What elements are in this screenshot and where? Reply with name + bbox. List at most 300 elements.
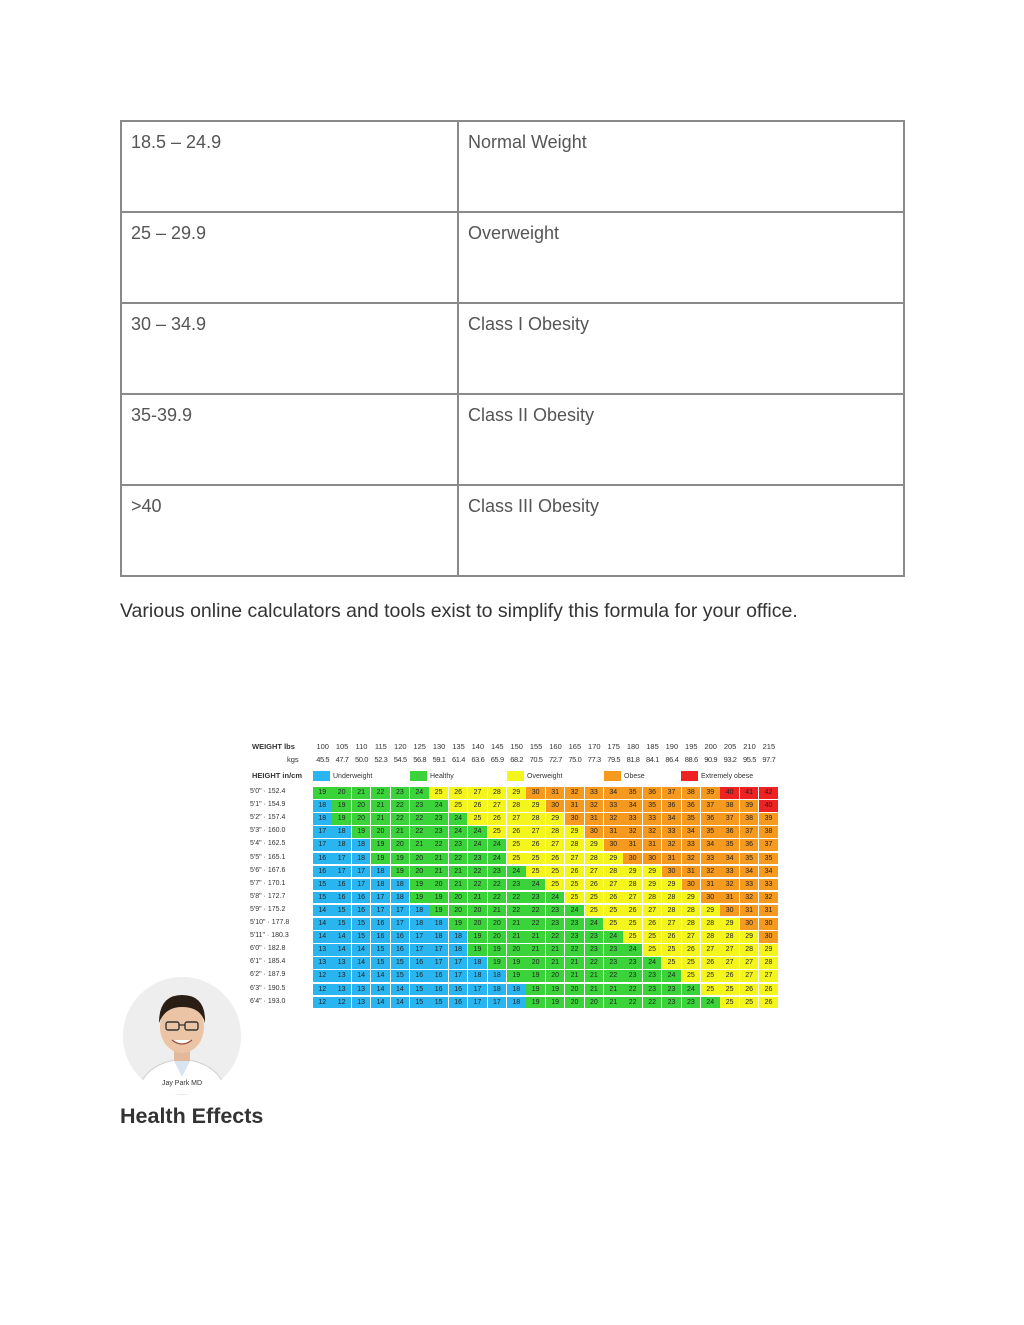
bmi-cell: 16 <box>391 944 410 956</box>
bmi-cell: 19 <box>391 866 410 878</box>
bmi-cell: 19 <box>332 813 351 825</box>
bmi-cell: 25 <box>546 879 565 891</box>
bmi-cell: 23 <box>585 931 604 943</box>
bmi-cell: 20 <box>565 984 584 996</box>
height-row-label: 6'3" · 190.5 <box>250 984 286 992</box>
bmi-category-cell: Class II Obesity <box>458 394 904 485</box>
bmi-cell: 14 <box>352 957 371 969</box>
bmi-cell: 21 <box>526 944 545 956</box>
bmi-cell: 23 <box>643 970 662 982</box>
height-row-label: 5'0" · 152.4 <box>250 788 286 795</box>
bmi-cell: 18 <box>313 813 332 825</box>
bmi-cell: 28 <box>720 931 739 943</box>
bmi-cell: 21 <box>468 892 487 904</box>
bmi-cell: 29 <box>759 944 778 956</box>
bmi-cell: 32 <box>740 892 759 904</box>
bmi-cell: 39 <box>759 813 778 825</box>
bmi-cell: 19 <box>526 997 545 1009</box>
bmi-cell: 31 <box>720 892 739 904</box>
bmi-cell: 29 <box>546 813 565 825</box>
bmi-cell: 20 <box>352 800 371 812</box>
bmi-cell: 19 <box>391 853 410 865</box>
bmi-cell: 32 <box>643 826 662 838</box>
bmi-cell: 25 <box>604 905 623 917</box>
bmi-cell: 24 <box>526 879 545 891</box>
bmi-cell: 21 <box>507 918 526 930</box>
bmi-cell: 20 <box>488 931 507 943</box>
bmi-cell: 29 <box>643 879 662 891</box>
bmi-cell: 22 <box>468 879 487 891</box>
bmi-cell: 26 <box>682 944 701 956</box>
height-row-label: 5'8" · 172.7 <box>250 892 286 900</box>
bmi-cell: 33 <box>585 787 604 799</box>
bmi-cell: 38 <box>682 787 701 799</box>
bmi-cell: 17 <box>313 826 332 838</box>
bmi-cell: 15 <box>332 905 351 917</box>
weight-lbs-label: 135 <box>452 742 465 751</box>
legend-swatch <box>507 771 524 781</box>
bmi-cell: 14 <box>371 997 390 1009</box>
bmi-cell: 26 <box>565 866 584 878</box>
bmi-cell: 22 <box>546 931 565 943</box>
bmi-cell: 18 <box>429 931 448 943</box>
bmi-cell: 19 <box>371 853 390 865</box>
bmi-cell: 23 <box>585 944 604 956</box>
bmi-cell: 22 <box>391 800 410 812</box>
bmi-cell: 16 <box>429 984 448 996</box>
bmi-cell: 34 <box>720 853 739 865</box>
bmi-cell: 25 <box>526 866 545 878</box>
bmi-cell: 18 <box>449 944 468 956</box>
bmi-cell: 28 <box>526 813 545 825</box>
bmi-cell: 33 <box>604 800 623 812</box>
bmi-cell: 23 <box>682 997 701 1009</box>
bmi-cell: 16 <box>410 957 429 969</box>
bmi-cell: 26 <box>585 879 604 891</box>
height-row-label: 5'4" · 162.5 <box>250 840 286 848</box>
bmi-cell: 23 <box>623 970 642 982</box>
height-row-label: 5'11" · 180.3 <box>250 932 289 940</box>
bmi-cell: 19 <box>352 826 371 838</box>
bmi-cell: 35 <box>701 826 720 838</box>
bmi-cell: 30 <box>546 800 565 812</box>
bmi-cell: 17 <box>410 944 429 956</box>
bmi-cell: 41 <box>740 787 759 799</box>
bmi-cell: 37 <box>701 800 720 812</box>
bmi-category-cell: Class I Obesity <box>458 303 904 394</box>
bmi-cell: 30 <box>740 918 759 930</box>
weight-kgs-label: 97.7 <box>762 755 776 764</box>
bmi-cell: 17 <box>313 839 332 851</box>
bmi-cell: 24 <box>585 918 604 930</box>
bmi-cell: 29 <box>701 905 720 917</box>
bmi-cell: 14 <box>352 970 371 982</box>
bmi-cell: 16 <box>332 879 351 891</box>
bmi-cell: 34 <box>740 866 759 878</box>
bmi-cell: 23 <box>565 931 584 943</box>
weight-kgs-label: 50.0 <box>354 755 368 764</box>
bmi-cell: 22 <box>507 905 526 917</box>
bmi-cell: 25 <box>682 970 701 982</box>
bmi-cell: 28 <box>565 839 584 851</box>
bmi-cell: 27 <box>643 905 662 917</box>
bmi-cell: 25 <box>682 957 701 969</box>
weight-lbs-label: 100 <box>316 742 329 751</box>
bmi-cell: 27 <box>662 918 681 930</box>
bmi-cell: 23 <box>429 813 448 825</box>
legend-swatch <box>410 771 427 781</box>
bmi-cell: 23 <box>488 866 507 878</box>
bmi-cell: 31 <box>565 800 584 812</box>
bmi-cell: 31 <box>701 879 720 891</box>
bmi-cell: 24 <box>565 905 584 917</box>
bmi-cell: 25 <box>740 997 759 1009</box>
bmi-cell: 17 <box>391 905 410 917</box>
bmi-cell: 19 <box>507 970 526 982</box>
bmi-cell: 30 <box>759 918 778 930</box>
bmi-cell: 21 <box>391 826 410 838</box>
weight-lbs-label: 105 <box>335 742 349 751</box>
weight-axis-label: WEIGHT lbs <box>252 742 295 751</box>
bmi-cell: 36 <box>662 800 681 812</box>
bmi-cell: 26 <box>740 984 759 996</box>
bmi-cell: 19 <box>449 918 468 930</box>
bmi-cell: 24 <box>410 787 429 799</box>
caption-text: Various online calculators and tools exist to simplify this formula for your office. <box>120 600 798 622</box>
bmi-cell: 28 <box>604 866 623 878</box>
kgs-axis-label: kgs <box>287 755 299 764</box>
bmi-cell: 15 <box>313 892 332 904</box>
bmi-cell: 27 <box>701 944 720 956</box>
height-row-label: 5'6" · 167.6 <box>250 866 286 874</box>
bmi-cell: 35 <box>759 853 778 865</box>
bmi-cell: 13 <box>313 957 332 969</box>
bmi-cell: 28 <box>507 800 526 812</box>
bmi-cell: 15 <box>410 984 429 996</box>
weight-kgs-label: 70.5 <box>529 755 543 764</box>
bmi-cell: 25 <box>720 984 739 996</box>
bmi-cell: 27 <box>623 892 642 904</box>
bmi-cell: 23 <box>429 826 448 838</box>
bmi-cell: 26 <box>468 800 487 812</box>
bmi-cell: 25 <box>468 813 487 825</box>
bmi-cell: 18 <box>468 957 487 969</box>
bmi-cell: 15 <box>332 918 351 930</box>
bmi-cell: 27 <box>682 931 701 943</box>
bmi-cell: 34 <box>662 813 681 825</box>
weight-kgs-label: 88.6 <box>684 755 698 764</box>
bmi-cell: 21 <box>507 931 526 943</box>
bmi-cell: 25 <box>449 800 468 812</box>
weight-kgs-label: 81.8 <box>626 755 640 764</box>
table-row <box>121 485 904 576</box>
bmi-cell: 21 <box>371 800 390 812</box>
bmi-cell: 23 <box>623 957 642 969</box>
bmi-cell: 35 <box>623 787 642 799</box>
bmi-cell: 25 <box>565 892 584 904</box>
bmi-cell: 18 <box>410 905 429 917</box>
bmi-cell: 23 <box>546 918 565 930</box>
bmi-cell: 32 <box>701 866 720 878</box>
bmi-cell: 27 <box>759 970 778 982</box>
bmi-cell: 20 <box>449 905 468 917</box>
bmi-cell: 32 <box>720 879 739 891</box>
bmi-cell: 16 <box>449 997 468 1009</box>
bmi-cell: 30 <box>759 931 778 943</box>
bmi-cell: 21 <box>429 866 448 878</box>
bmi-cell: 32 <box>604 813 623 825</box>
bmi-cell: 20 <box>546 970 565 982</box>
bmi-cell: 14 <box>371 970 390 982</box>
weight-lbs-label: 125 <box>413 742 426 751</box>
weight-lbs-label: 120 <box>394 742 407 751</box>
bmi-cell: 30 <box>662 866 681 878</box>
bmi-cell: 32 <box>585 800 604 812</box>
bmi-cell: 36 <box>682 800 701 812</box>
bmi-cell: 32 <box>662 839 681 851</box>
weight-lbs-label: 190 <box>665 742 679 751</box>
bmi-cell: 22 <box>604 970 623 982</box>
weight-lbs-label: 115 <box>374 742 387 751</box>
bmi-cell: 31 <box>604 826 623 838</box>
bmi-cell: 15 <box>313 879 332 891</box>
bmi-cell: 18 <box>468 970 487 982</box>
bmi-cell: 29 <box>643 866 662 878</box>
bmi-cell: 31 <box>546 787 565 799</box>
weight-kgs-label: 75.0 <box>568 755 582 764</box>
bmi-cell: 25 <box>643 944 662 956</box>
bmi-cell: 39 <box>701 787 720 799</box>
bmi-cell: 24 <box>488 853 507 865</box>
bmi-cell: 21 <box>585 984 604 996</box>
bmi-cell: 17 <box>488 997 507 1009</box>
bmi-cell: 39 <box>740 800 759 812</box>
bmi-cell: 18 <box>507 984 526 996</box>
bmi-cell: 29 <box>682 892 701 904</box>
bmi-cell: 17 <box>332 853 351 865</box>
bmi-cell: 16 <box>391 931 410 943</box>
bmi-cell: 18 <box>371 866 390 878</box>
bmi-cell: 31 <box>662 853 681 865</box>
bmi-cell: 23 <box>410 800 429 812</box>
bmi-cell: 42 <box>759 787 778 799</box>
bmi-cell: 12 <box>332 997 351 1009</box>
bmi-cell: 27 <box>740 970 759 982</box>
bmi-cell: 21 <box>371 813 390 825</box>
bmi-cell: 26 <box>488 813 507 825</box>
bmi-cell: 23 <box>565 918 584 930</box>
bmi-cell: 26 <box>759 997 778 1009</box>
bmi-range-cell: >40 <box>121 485 458 576</box>
bmi-cell: 23 <box>662 984 681 996</box>
bmi-cell: 33 <box>720 866 739 878</box>
weight-kgs-label: 72.7 <box>548 755 562 764</box>
weight-lbs-label: 205 <box>723 742 737 751</box>
height-row-label: 5'3" · 160.0 <box>250 827 286 835</box>
weight-lbs-label: 170 <box>588 742 601 751</box>
bmi-cell: 18 <box>488 984 507 996</box>
weight-lbs-label: 110 <box>355 742 368 751</box>
bmi-cell: 26 <box>449 787 468 799</box>
bmi-cell: 22 <box>585 957 604 969</box>
bmi-cell: 28 <box>682 905 701 917</box>
bmi-cell: 16 <box>371 931 390 943</box>
bmi-cell: 24 <box>449 826 468 838</box>
bmi-cell: 24 <box>662 970 681 982</box>
bmi-cell: 13 <box>352 984 371 996</box>
bmi-cell: 30 <box>720 905 739 917</box>
legend-label: Underweight <box>333 773 373 780</box>
bmi-cell: 20 <box>410 866 429 878</box>
bmi-cell: 28 <box>488 787 507 799</box>
bmi-cell: 23 <box>546 905 565 917</box>
bmi-cell: 34 <box>701 839 720 851</box>
bmi-cell: 22 <box>488 892 507 904</box>
bmi-cell: 25 <box>565 879 584 891</box>
bmi-cell: 15 <box>352 918 371 930</box>
bmi-cell: 27 <box>604 879 623 891</box>
table-row <box>121 212 904 303</box>
bmi-cell: 16 <box>410 970 429 982</box>
bmi-cell: 29 <box>526 800 545 812</box>
bmi-cell: 22 <box>623 997 642 1009</box>
bmi-cell: 22 <box>526 918 545 930</box>
bmi-cell: 30 <box>643 853 662 865</box>
bmi-cell: 19 <box>546 984 565 996</box>
legend-label: Extremely obese <box>701 773 754 780</box>
bmi-cell: 26 <box>526 839 545 851</box>
bmi-cell: 25 <box>585 892 604 904</box>
bmi-cell: 32 <box>759 892 778 904</box>
avatar-name-label: Jay Park MD <box>161 1080 203 1087</box>
bmi-cell: 20 <box>371 826 390 838</box>
bmi-cell: 26 <box>546 853 565 865</box>
bmi-cell: 24 <box>468 839 487 851</box>
bmi-cell: 15 <box>352 931 371 943</box>
bmi-cell: 27 <box>468 787 487 799</box>
bmi-cell: 20 <box>565 997 584 1009</box>
bmi-cell: 20 <box>449 892 468 904</box>
height-row-label: 6'1" · 185.4 <box>250 958 286 966</box>
bmi-cell: 30 <box>585 826 604 838</box>
bmi-cell: 21 <box>565 957 584 969</box>
bmi-cell: 24 <box>488 839 507 851</box>
bmi-cell: 22 <box>410 813 429 825</box>
bmi-cell: 26 <box>643 918 662 930</box>
weight-kgs-label: 61.4 <box>451 755 465 764</box>
bmi-chart <box>250 742 780 1014</box>
bmi-cell: 16 <box>313 853 332 865</box>
bmi-cell: 18 <box>313 800 332 812</box>
weight-kgs-label: 56.8 <box>413 755 427 764</box>
bmi-cell: 25 <box>429 787 448 799</box>
weight-lbs-label: 155 <box>529 742 543 751</box>
bmi-cell: 29 <box>740 931 759 943</box>
bmi-cell: 23 <box>507 879 526 891</box>
bmi-cell: 17 <box>468 997 487 1009</box>
bmi-cell: 20 <box>526 957 545 969</box>
bmi-cell: 14 <box>371 984 390 996</box>
bmi-cell: 14 <box>391 997 410 1009</box>
bmi-cell: 23 <box>468 853 487 865</box>
bmi-cell: 19 <box>488 957 507 969</box>
bmi-cell: 27 <box>507 813 526 825</box>
weight-lbs-label: 175 <box>607 742 620 751</box>
bmi-cell: 22 <box>391 813 410 825</box>
bmi-cell: 40 <box>759 800 778 812</box>
bmi-cell: 26 <box>701 957 720 969</box>
height-row-label: 5'9" · 175.2 <box>250 905 286 913</box>
bmi-cell: 26 <box>604 892 623 904</box>
bmi-cell: 17 <box>371 905 390 917</box>
bmi-cell: 21 <box>410 839 429 851</box>
weight-kgs-label: 52.3 <box>374 755 388 764</box>
bmi-cell: 22 <box>565 944 584 956</box>
bmi-cell: 22 <box>410 826 429 838</box>
bmi-cell: 18 <box>449 931 468 943</box>
weight-lbs-label: 140 <box>471 742 485 751</box>
bmi-cell: 21 <box>546 957 565 969</box>
bmi-cell: 18 <box>391 879 410 891</box>
bmi-cell: 25 <box>526 853 545 865</box>
bmi-cell: 22 <box>468 866 487 878</box>
weight-kgs-label: 93.2 <box>723 755 737 764</box>
bmi-cell: 23 <box>643 984 662 996</box>
bmi-cell: 24 <box>604 931 623 943</box>
bmi-cell: 25 <box>585 905 604 917</box>
bmi-cell: 23 <box>604 957 623 969</box>
bmi-cell: 16 <box>371 918 390 930</box>
bmi-cell: 17 <box>332 866 351 878</box>
bmi-cell: 25 <box>488 826 507 838</box>
bmi-cell: 15 <box>391 970 410 982</box>
bmi-cell: 27 <box>740 957 759 969</box>
bmi-cell: 17 <box>352 879 371 891</box>
bmi-cell: 24 <box>643 957 662 969</box>
bmi-cell: 17 <box>449 970 468 982</box>
height-row-label: 5'10" · 177.8 <box>250 919 290 926</box>
bmi-cell: 18 <box>429 918 448 930</box>
bmi-cell: 32 <box>623 826 642 838</box>
bmi-cell: 22 <box>488 879 507 891</box>
bmi-cell: 27 <box>526 826 545 838</box>
bmi-cell: 28 <box>759 957 778 969</box>
bmi-cell: 14 <box>332 931 351 943</box>
bmi-cell: 17 <box>429 944 448 956</box>
bmi-cell: 21 <box>604 984 623 996</box>
bmi-cell: 40 <box>720 787 739 799</box>
bmi-cell: 30 <box>682 879 701 891</box>
bmi-cell: 22 <box>623 984 642 996</box>
bmi-cell: 22 <box>449 853 468 865</box>
table-row <box>121 121 904 212</box>
bmi-cell: 29 <box>507 787 526 799</box>
legend-label: Healthy <box>430 773 454 780</box>
weight-kgs-label: 86.4 <box>665 755 679 764</box>
bmi-cell: 28 <box>701 918 720 930</box>
bmi-cell: 28 <box>682 918 701 930</box>
bmi-cell: 17 <box>371 892 390 904</box>
bmi-cell: 31 <box>585 813 604 825</box>
weight-kgs-label: 54.5 <box>393 755 407 764</box>
bmi-cell: 16 <box>352 892 371 904</box>
legend-swatch <box>313 771 330 781</box>
bmi-cell: 19 <box>429 905 448 917</box>
bmi-cell: 36 <box>740 839 759 851</box>
bmi-cell: 22 <box>429 839 448 851</box>
height-row-label: 5'7" · 170.1 <box>250 879 286 887</box>
height-axis-label: HEIGHT in/cm <box>252 771 303 780</box>
